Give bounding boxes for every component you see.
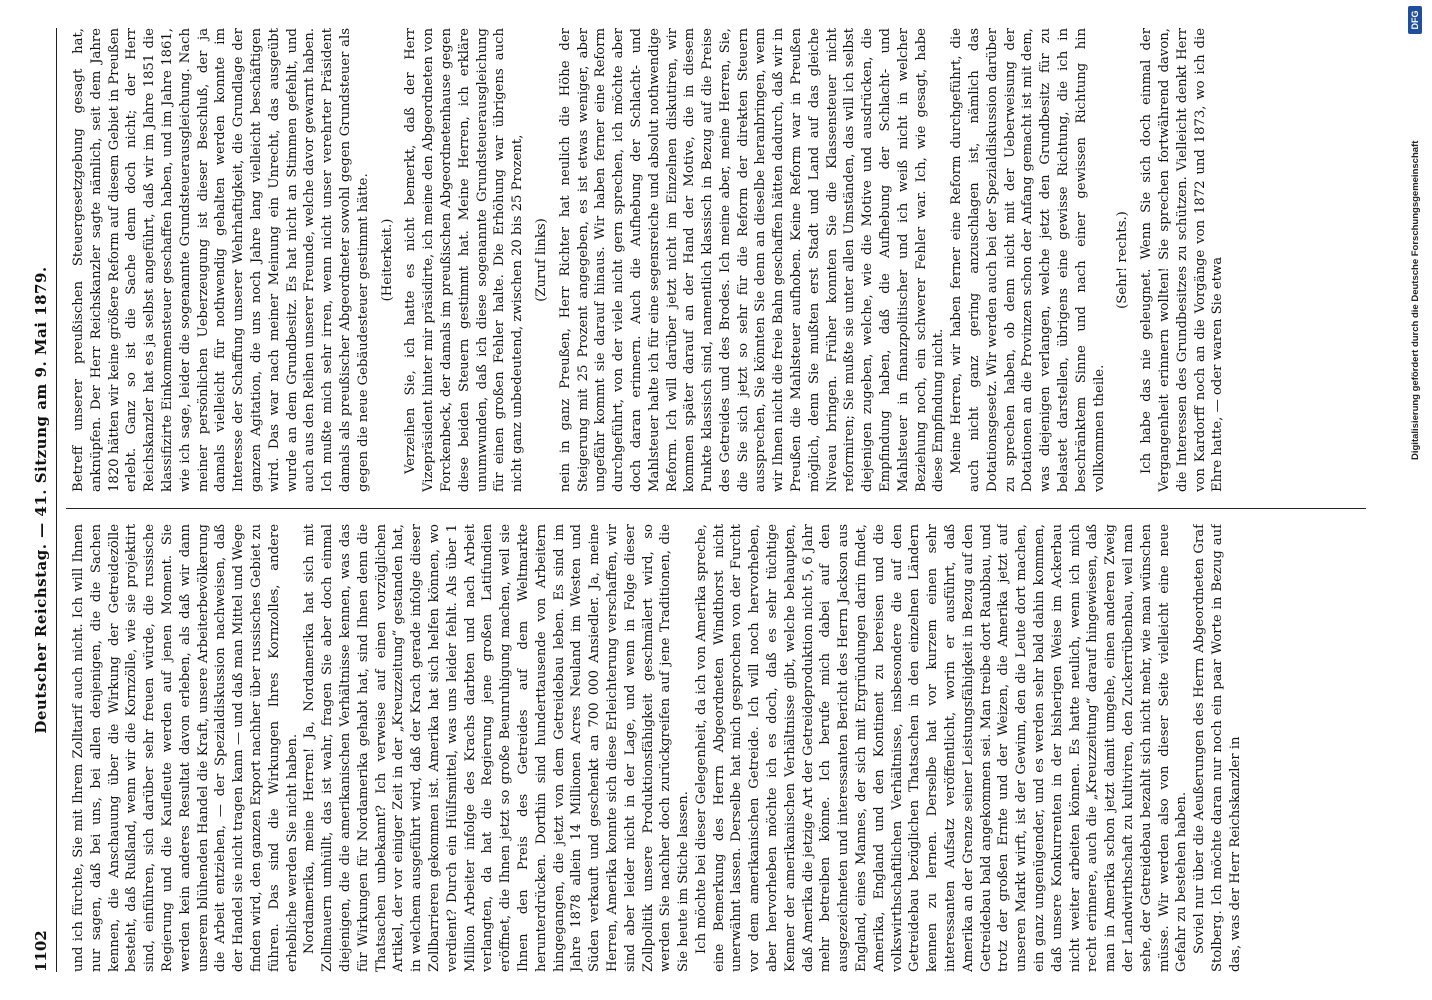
- interjection: (Sehr! rechts.): [1115, 211, 1131, 309]
- left-column: [70, 524, 1360, 972]
- paragraph: Soviel nur über die Aeußerungen des Herrn Abgeordneten Graf Stolberg. Ich möchte daran nur noch ein paar Worte in Bezug auf das, was der Herr Reichskanzler in: [1192, 524, 1243, 972]
- paragraph: Meine Herren, wir haben ferner eine Reform durchgeführt, die auch nicht ganz gering anzuschlagen ist, nämlich das Dotationsgesetz. Wir werden auch bei der Spezialdiskussion darüber zu sprechen haben, ob denn nicht mit der Ueberweisung der Dotationen an die Provinzen schon der Anfang gemacht ist mit dem, was diejenigen verlangen, welche jetzt den Grundbesitz für zu belastet darstellen, übrigens eine gewisse Richtung, die ich in beschränktem Sinne und nach einer gewissen Richtung hin vollkommen theile.: [949, 28, 1107, 492]
- paragraph: Verzeihen Sie, ich hatte es nicht bemerkt, daß der Herr Vizepräsident hinter mir präsidirte, ich meine den Abgeordneten von Forckenbeck, der damals im preußischen Abgeordnetenhause gegen diese beiden Steuern gestimmt hat. Meine Herren, ich erkläre unumwunden, daß ich diese sogenannte Grundsteuerausgleichung für einen großen Fehler halte. Die Erhöhung war übrigens auch nicht ganz unbedeutend, zwischen 20 bis 25 Prozent,: [403, 28, 526, 492]
- interjection: (Zuruf links): [533, 218, 549, 302]
- dfg-logo: DFG: [1408, 6, 1422, 34]
- paragraph: Ich habe das nie geleugnet. Wenn Sie sich doch einmal der Vergangenheit erinnern wollten! Sie sprechen fortwährend davon, die Interessen des Grundbesitzes zu schützen. Vielleicht denkt Herr von Kardorff noch an die Vorgänge von 1872 und 1873, wo ich die Ehre hatte, — oder waren Sie etwa: [1139, 28, 1226, 492]
- paragraph: Betreff unserer preußischen Steuergesetzgebung gesagt hat, anknüpfen. Der Herr Reichskanzler sagte nämlich, seit dem Jahre 1820 hätten wir keine größere Reform auf diesem Gebiet in Preußen erlebt. Ganz so ist die Sache denn doch nicht; der Herr Reichskanzler hat es ja selbst angeführt, daß wir im Jahre 1851 die klassifizirte Einkommensteuer geschaffen haben, und im Jahre 1861, wie ich sage, leider die sogenannte Grundsteuerausgleichung. Nach meiner persönlichen Ueberzeugung ist dieser Beschluß, der ja damals vielleicht für nothwendig gehalten werden konnte im Interesse der Schaffung unserer Wehrhaftigkeit, die Grundlage der ganzen Agitation, die uns noch Jahre lang vielleicht beschäftigen wird. Das war nach meiner Meinung ein Unrecht, das ausgeübt wurde an dem Grundbesitz. Es hat nicht an Stimmen gefehlt, und auch aus den Reihen unserer Freunde, welche davor gewarnt haben. Ich mußte mich sehr irren, wenn nicht unser verehrter Präsident damals als preußischer Abgeordneter sowohl gegen Grundsteuer als gegen die neue Gebäudesteuer gestimmt hätte.: [71, 28, 371, 492]
- column-divider: [66, 508, 1366, 509]
- paragraph: Nordamerika, meine Herren! Ja, Nordamerika hat sich mit Zollmauern umhüllt, das ist wahr, fragen Sie aber doch einmal diejenigen, die die amerikanischen Verhältnisse kennen, was das für Wirkungen für Nordamerika gehabt hat, sind Ihnen denn die Thatsachen unbekannt? Ich verweise auf einen vorzüglichen Artikel, der vor einiger Zeit in der „Kreuzzeitung“ gestanden hat, in welchem ausgeführt wird, daß der Krach gerade infolge dieser Zollbarrieren gekommen ist. Amerika hat sich helfen können, wo verdient? Durch ein Hülfsmittel, was uns leider fehlt. Als über 1 Million Arbeiter infolge des Krachs darbten und nach Arbeit verlangten, da hat die Regierung jene großen Latifundien eröffnet, die Ihnen jetzt so große Beunruhigung machen, weil sie Ihnen den Preis des Getreides auf dem Weltmarkte herunterdrücken. Dorthin sind hunderttausende von Arbeitern hingegangen, die jetzt von dem Getreidebau leben. Es sind im Jahre 1878 allein 14 Millionen Acres Neuland im Westen und Süden verkauft und geschenkt an 700 000 Ansiedler. Ja, meine Herren, Amerika konnte sich diese Erleichterung verschaffen, wir sind aber leider nicht in der Lage, und wenn in Folge dieser Zollpolitik unsere Produktionsfähigkeit geschmälert wird, so werden Sie nachher doch zurückgreifen auf jene Traditionen, die Sie heute im Stiche lassen.: [302, 524, 692, 972]
- interjection: (Heiterkeit.): [379, 218, 395, 302]
- page-header: [32, 28, 54, 972]
- header-rule: [56, 28, 57, 972]
- paragraph: nein in ganz Preußen, Herr Richter hat neulich die Höhe der Steigerung mit 25 Prozent angegeben, es ist etwas weniger, aber ungefähr kommt sie darauf hinaus. Wir haben ferner eine Reform durchgeführt, von der viele nicht gern sprechen, ich möchte aber doch daran erinnern. Auch die Aufhebung der Schlacht- und Mahlsteuer halte ich für eine segensreiche und absolut nothwendige Reform. Ich will darüber jetzt nicht im Einzelnen diskutiren, wir kommen später darauf an der Hand der Motive, die in diesem Punkte klassisch sind, namentlich klassisch in Bezug auf die Preise des Getreides und des Brodes. Ich meine aber, meine Herren, Sie, die Sie sich jetzt so sehr für die Reform der direkten Steuern aussprechen, Sie könnten Sie denn an dieselbe heranbringen, wenn wir Ihnen nicht die freie Bahn geschaffen hätten dadurch, daß wir in Preußen die Mahlsteuer aufhoben. Keine Reform war in Preußen möglich, denn Sie mußten erst Stadt und Land auf das gleiche Niveau bringen. Früher konnten Sie die Klassensteuer nicht reformiren; Sie mußte sie unter allen Umständen, das will ich selbst diejenigen zugeben, welche, wie die Motive und ausdrücken, die Empfindung haben, daß die Aufhebung der Schlacht- und Mahlsteuer in finanzpolitischer und ich weiß nicht in welcher Beziehung noch, ein schwerer Fehler war. Ich, wie gesagt, habe diese Empfindung nicht.: [557, 28, 947, 492]
- paragraph: und ich fürchte, Sie mit Ihrem Zolltarif auch nicht. Ich will Ihnen nur sagen, daß bei uns, bei allen denjenigen, die die Sachen kennen, die Anschauung über die Wirkung der Getreidezölle besteht, daß Rußland, wenn wir die Kornzölle, wie sie projektirt sind, einführen, sich darüber sehr freuen würde, die russische Regierung und die Kaufleute werden auf jenen Moment. Sie werden kein anderes Resultat davon erleben, als daß wir dann unserem blühenden Handel die Kraft, unsere Arbeiterbevölkerung die Arbeit entziehen, — der Spezialdiskussion nachweisen, daß der Handel sie nicht tragen kann — und daß man Mittel und Wege finden wird, den ganzen Export nachher über russisches Gebiet zu führen. Das sind die Wirkungen Ihres Kornzolles, andere erhebliche werden Sie nicht haben.: [71, 524, 300, 972]
- right-column: [70, 28, 1360, 492]
- paragraph: Ich möchte bei dieser Gelegenheit, da ich von Amerika spreche, eine Bemerkung des Herrn Abgeordneten Windthorst nicht unerwähnt lassen. Derselbe hat mich gesprochen von der Furcht vor dem amerikanischen Getreide. Ich will noch hervorheben, aber hervorheben möchte ich es doch, daß es sehr tüchtige Kenner der amerikanischen Verhältnisse gibt, welche behaupten, daß Amerika die jetzige Art der Getreideproduktion nicht 5, 6 Jahr mehr betreiben könne. Ich berufe mich dabei auf den ausgezeichneten und interessanten Bericht des Herrn Jackson aus England, eines Mannes, der sich mit Ergründungen darin findet, Amerika, England und den Kontinent zu bereisen und die volkswirthschaftlichen Verhältnisse, insbesondere die auf den Getreidebau bezüglichen Thatsachen in den einzelnen Ländern kennen zu lernen. Derselbe hat vor kurzem einen sehr interessanten Aufsatz veröffentlicht, worin er ausführt, daß Amerika an der Grenze seiner Leistungsfähigkeit in Bezug auf den Getreidebau bald angekommen sei. Man treibe dort Raubbau, und trotz der großen Ernte und der Weizen, die Amerika jetzt auf unseren Markt wirft, ist der Gewinn, den die Leute dort machen, ein ganz ungenügender, und es werden sehr bald dahin kommen, daß unsere Konkurrenten in der bisherigen Weise im Ackerbau nicht weiter arbeiten können. Es hatte neulich, wenn ich mich recht erinnere, auch die „Kreuzzeitung“ darauf hingewiesen, daß man in Amerika schon jetzt damit umgehe, einen anderen Zweig der Landwirthschaft zu kultiviren, den Zuckerrübenbau, weil man sehe, der Getreidebau bezahlt sich nicht mehr, wie man wünschen müsse. Wir werden also von dieser Seite vielleicht eine neue Gefahr zu bestehen haben.: [693, 524, 1190, 972]
- page-number: 1102: [32, 930, 50, 972]
- page-title: Deutscher Reichstag. — 41. Sitzung am 9. Mai 1879.: [32, 266, 50, 734]
- digitization-credit: Digitalisierung gefördert durch die Deutsche Forschungsgemeinschaft: [1410, 140, 1421, 460]
